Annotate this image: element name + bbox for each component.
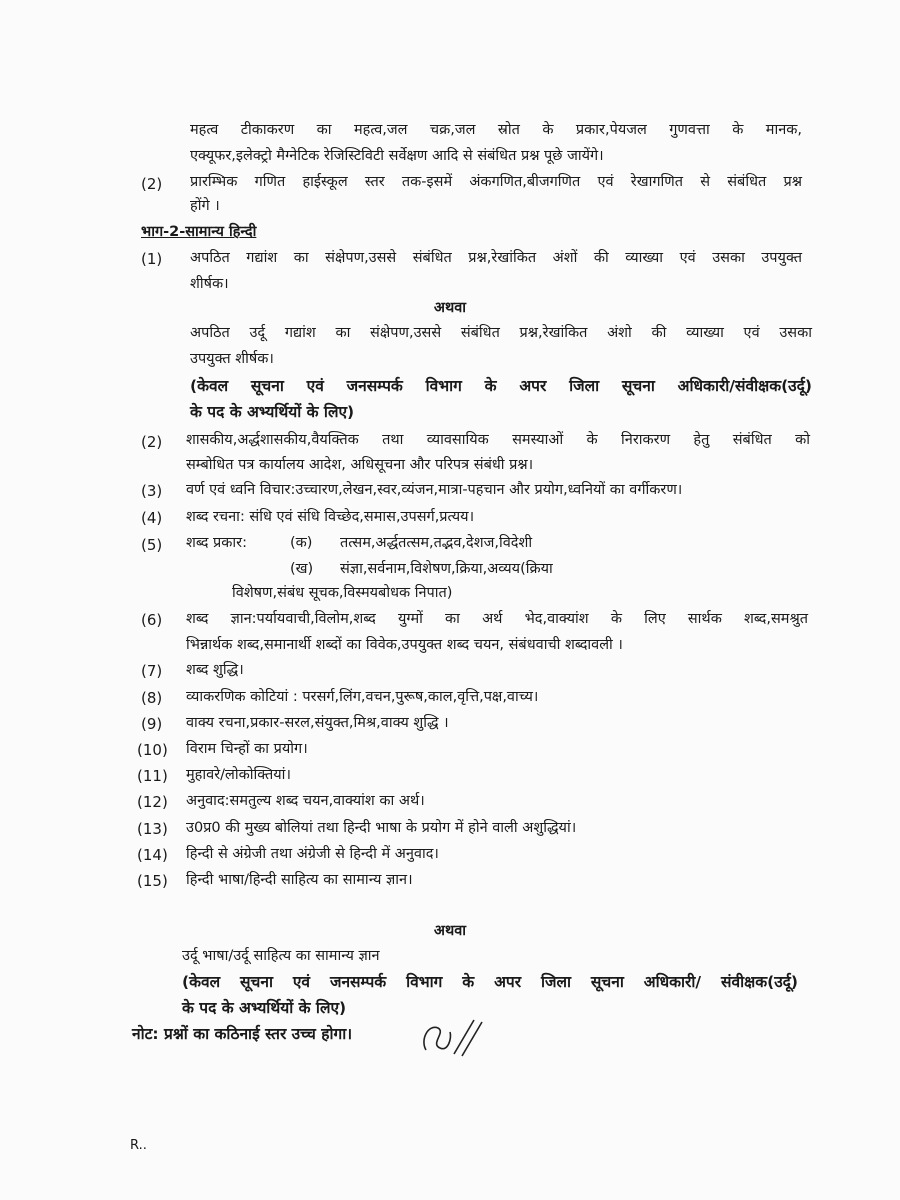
list-item-text: विराम चिन्हों का प्रयोग।	[186, 741, 308, 757]
sub-item-text: विशेषण,संबंध सूचक,विस्मयबोधक निपात)	[232, 585, 453, 601]
list-item-text: शीर्षक।	[190, 276, 229, 292]
list-item-text: अनुवाद:समतुल्य शब्द चयन,वाक्यांश का अर्थ।	[186, 793, 425, 809]
list-number: (2)	[141, 433, 163, 451]
urdu-alt-note: के पद के अभ्यर्थियों के लिए)	[190, 403, 355, 421]
list-item-text: भिन्नार्थक शब्द,समानार्थी शब्दों का विवेक,उपयुक्त शब्द चयन, संबंधवाची शब्दावली ।	[186, 637, 623, 653]
list-item-text: शासकीय,अर्द्धशासकीय,वैयक्तिक तथा व्यावसायिक समस्याओं के निराकरण हेतु संबंधित को	[186, 432, 810, 448]
list-item-text: होंगे ।	[190, 198, 220, 214]
list-number: (6)	[141, 611, 163, 629]
list-item-text: प्रारम्भिक गणित हाईस्कूल स्तर तक-इसमें अंकगणित,बीजगणित एवं रेखागणित से संबंधित प्रश्न	[190, 174, 802, 190]
list-number: (2)	[141, 175, 163, 193]
list-item-text: शब्द शुद्धि।	[186, 662, 244, 678]
list-item-text: उ0प्र0 की मुख्य बोलियां तथा हिन्दी भाषा के प्रयोग में होने वाली अशुद्धियां।	[186, 820, 577, 836]
list-item-text: शब्द ज्ञान:पर्यायवाची,विलोम,शब्द युग्मों का अर्थ भेद,वाक्यांश के लिए सार्थक शब्द,समश्रुत	[186, 611, 808, 627]
section-heading: भाग-2-सामान्य हिन्दी	[141, 224, 257, 240]
footer-mark: R..	[130, 1138, 147, 1153]
signature-icon	[418, 1014, 488, 1060]
intro-line-1: महत्व टीकाकरण का महत्व,जल चक्र,जल स्रोत के प्रकार,पेयजल गुणवत्ता के मानक,	[190, 122, 802, 138]
urdu-alt-note: (केवल सूचना एवं जनसम्पर्क विभाग के अपर जिला सूचना अधिकारी/संवीक्षक(उर्दू)	[190, 377, 812, 395]
urdu-alt-text: उर्दू भाषा/उर्दू साहित्य का सामान्य ज्ञान	[182, 948, 380, 964]
athwa-divider: अथवा	[433, 923, 467, 939]
list-number: (10)	[137, 741, 168, 759]
list-item-label: शब्द प्रकार:	[186, 535, 247, 551]
urdu-alt-note: के पद के अभ्यर्थियों के लिए)	[182, 999, 347, 1017]
list-item-text: वाक्य रचना,प्रकार-सरल,संयुक्त,मिश्र,वाक्य शुद्धि ।	[186, 715, 449, 731]
list-number: (11)	[137, 767, 168, 785]
list-item-text: वर्ण एवं ध्वनि विचार:उच्चारण,लेखन,स्वर,व्यंजन,मात्रा-पहचान और प्रयोग,ध्वनियों का वर्गीकरण।	[186, 482, 683, 498]
list-number: (3)	[141, 482, 163, 500]
sub-item-marker: (ख)	[290, 561, 314, 577]
list-number: (7)	[141, 662, 163, 680]
list-number: (4)	[141, 509, 163, 527]
list-item-text: हिन्दी भाषा/हिन्दी साहित्य का सामान्य ज्ञान।	[186, 872, 413, 888]
list-number: (5)	[141, 536, 163, 554]
list-number: (9)	[141, 715, 163, 733]
urdu-alt-note: (केवल सूचना एवं जनसम्पर्क विभाग के अपर जिला सूचना अधिकारी/ संवीक्षक(उर्दू)	[182, 973, 798, 991]
list-item-text: अपठित गद्यांश का संक्षेपण,उससे संबंधित प्रश्न,रेखांकित अंशों की व्याख्या एवं उसका उपयुक्त	[190, 250, 802, 266]
list-number: (1)	[141, 250, 163, 268]
list-number: (15)	[137, 872, 168, 890]
list-item-text: मुहावरे/लोकोक्तियां।	[186, 767, 291, 783]
list-number: (13)	[137, 820, 168, 838]
intro-line-2: एक्यूफर,इलेक्ट्रो मैग्नेटिक रेजिस्टिविटी सर्वेक्षण आदि से संबंधित प्रश्न पूछे जायेंगे।	[190, 148, 604, 164]
sub-item-text: तत्सम,अर्द्धतत्सम,तद्भव,देशज,विदेशी	[340, 535, 533, 551]
list-item-text: शब्द रचना: संधि एवं संधि विच्छेद,समास,उपसर्ग,प्रत्यय।	[186, 509, 475, 525]
athwa-divider: अथवा	[433, 300, 467, 316]
difficulty-note: नोट: प्रश्नों का कठिनाई स्तर उच्च होगा।	[132, 1025, 353, 1043]
list-item-text: हिन्दी से अंग्रेजी तथा अंग्रेजी से हिन्दी में अनुवाद।	[186, 846, 439, 862]
sub-item-marker: (क)	[290, 535, 313, 551]
list-item-text: व्याकरणिक कोटियां : परसर्ग,लिंग,वचन,पुरूष,काल,वृत्ति,पक्ष,वाच्य।	[186, 689, 539, 705]
list-number: (12)	[137, 793, 168, 811]
list-number: (8)	[141, 689, 163, 707]
sub-item-text: संज्ञा,सर्वनाम,विशेषण,क्रिया,अव्यय(क्रिया	[340, 561, 553, 577]
urdu-alt-text: उपयुक्त शीर्षक।	[190, 351, 274, 367]
list-number: (14)	[137, 846, 168, 864]
urdu-alt-text: अपठित उर्दू गद्यांश का संक्षेपण,उससे संबंधित प्रश्न,रेखांकित अंशो की व्याख्या एवं उसका	[190, 325, 812, 341]
list-item-text: सम्बोधित पत्र कार्यालय आदेश, अधिसूचना और परिपत्र संबंधी प्रश्न।	[186, 457, 534, 473]
